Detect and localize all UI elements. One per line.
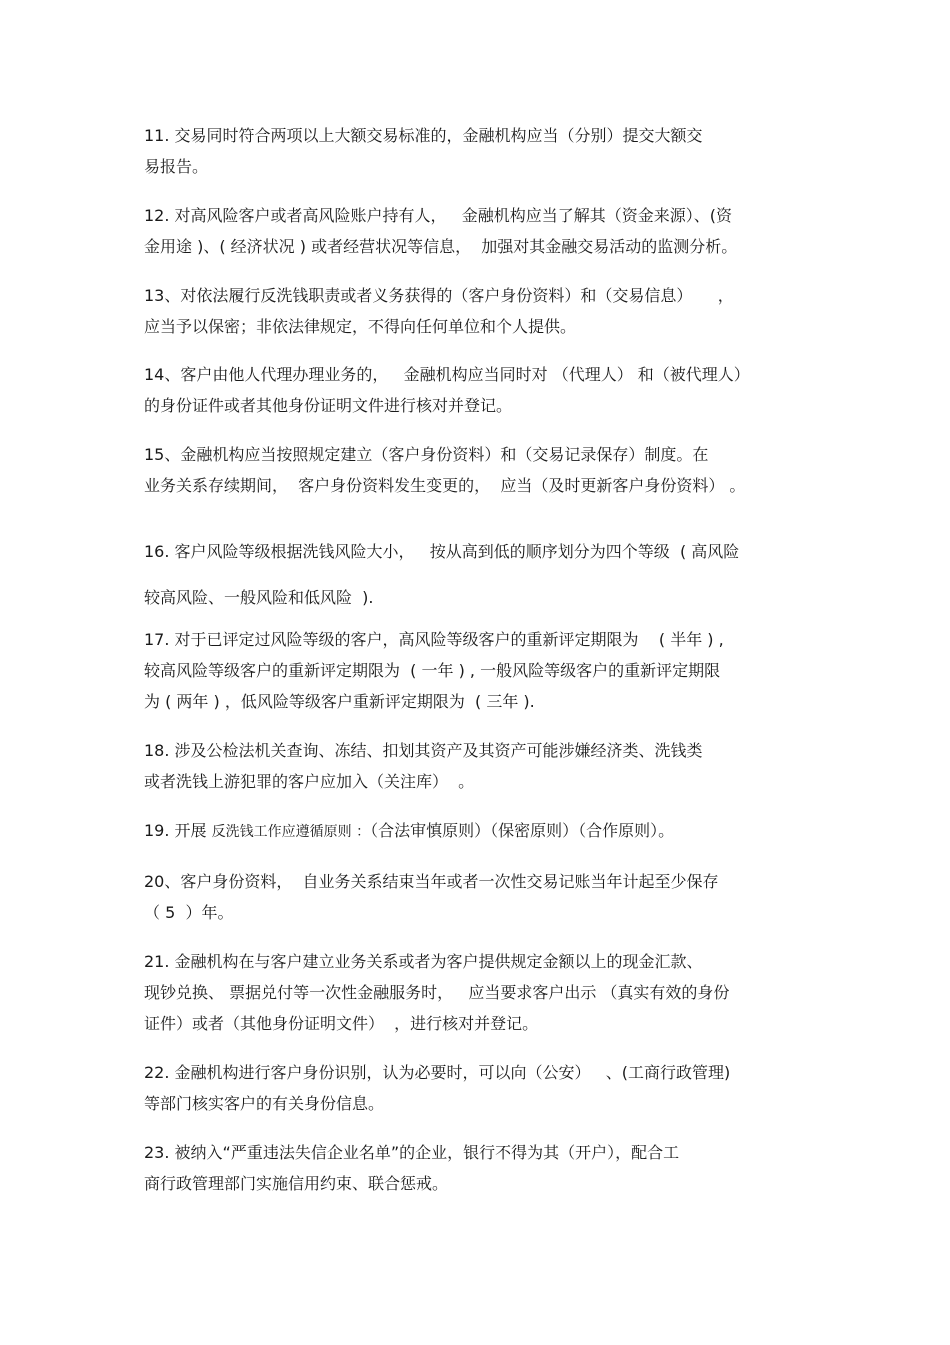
paragraph-18 [144, 735, 814, 797]
paragraph-line: 17. 对于已评定过风险等级的客户，高风险等级客户的重新评定期限为 ( 半年 ) , [144, 630, 724, 649]
paragraph-prefix: 19. 开展 [144, 821, 212, 840]
paragraph-16 [144, 529, 814, 621]
paragraph-small-text: 反洗钱工作应遵循原则 ： [211, 824, 371, 840]
paragraph-line: 易报告。 [144, 157, 209, 176]
paragraph-21 [144, 946, 814, 1039]
paragraph-line: 18. 涉及公检法机关查询、冻结、扣划其资产及其资产可能涉嫌经济类、洗钱类 [144, 741, 703, 760]
paragraph-line: 较高风险、一般风险和低风险 ). [144, 588, 374, 607]
paragraph-23 [144, 1137, 814, 1199]
paragraph-17 [144, 624, 814, 717]
paragraph-line: 等部门核实客户的有关身份信息。 [144, 1094, 385, 1113]
paragraph-line: 商行政管理部门实施信用约束、联合惩戒。 [144, 1174, 449, 1193]
paragraph-line: 业务关系存续期间， 客户身份资料发生变更的， 应当（及时更新客户身份资料） 。 [144, 476, 746, 495]
paragraph-line: 13、对依法履行反洗钱职责或者义务获得的（客户身份资料）和（交易信息） ， [144, 286, 734, 305]
paragraph-line: 或者洗钱上游犯罪的客户应加入（关注库） 。 [144, 772, 475, 791]
paragraph-19 [144, 815, 814, 846]
paragraph-line [144, 815, 814, 846]
paragraph-line: 应当予以保密；非依法律规定，不得向任何单位和个人提供。 [144, 317, 577, 336]
paragraph-line: 23. 被纳入“严重违法失信企业名单”的企业，银行不得为其（开户），配合工 [144, 1143, 680, 1162]
paragraph-line: 较高风险等级客户的重新评定期限为 ( 一年 ) , 一般风险等级客户的重新评定期限 [144, 661, 721, 680]
paragraph-line: 金用途 )、( 经济状况 ) 或者经营状况等信息， 加强对其金融交易活动的监测分析。 [144, 237, 738, 256]
paragraph-rest: （合法审慎原则）（保密原则）（合作原则）。 [370, 821, 675, 840]
paragraph-line: 的身份证件或者其他身份证明文件进行核对并登记。 [144, 396, 513, 415]
paragraph-20 [144, 866, 814, 928]
paragraph-11 [144, 120, 814, 182]
paragraph-22 [144, 1057, 814, 1119]
paragraph-line: 14、客户由他人代理办理业务的， 金融机构应当同时对 （代理人） 和（被代理人） [144, 365, 750, 384]
paragraph-14 [144, 359, 814, 421]
paragraph-line: （ 5 ）年。 [144, 903, 234, 922]
paragraph-12 [144, 200, 814, 262]
paragraph-line: 15、金融机构应当按照规定建立（客户身份资料）和（交易记录保存）制度。在 [144, 445, 709, 464]
paragraph-15 [144, 439, 814, 501]
paragraph-line: 现钞兑换、 票据兑付等一次性金融服务时， 应当要求客户出示 （真实有效的身份 [144, 983, 730, 1002]
paragraph-line: 16. 客户风险等级根据洗钱风险大小， 按从高到低的顺序划分为四个等级 ( 高风险 [144, 542, 740, 561]
paragraph-line: 12. 对高风险客户或者高风险账户持有人， 金融机构应当了解其（资金来源）、(资 [144, 206, 733, 225]
paragraph-line: 证件）或者（其他身份证明文件） ，进行核对并登记。 [144, 1014, 539, 1033]
paragraph-line: 20、客户身份资料， 自业务关系结束当年或者一次性交易记账当年计起至少保存 [144, 872, 719, 891]
paragraph-line: 11. 交易同时符合两项以上大额交易标准的，金融机构应当（分别）提交大额交 [144, 126, 703, 145]
paragraph-line: 21. 金融机构在与客户建立业务关系或者为客户提供规定金额以上的现金汇款、 [144, 952, 703, 971]
paragraph-line: 为 ( 两年 ) ，低风险等级客户重新评定期限为 ( 三年 ). [144, 692, 535, 711]
paragraph-13 [144, 280, 814, 342]
paragraph-line: 22. 金融机构进行客户身份识别，认为必要时，可以向（公安） 、(工商行政管理) [144, 1063, 731, 1082]
